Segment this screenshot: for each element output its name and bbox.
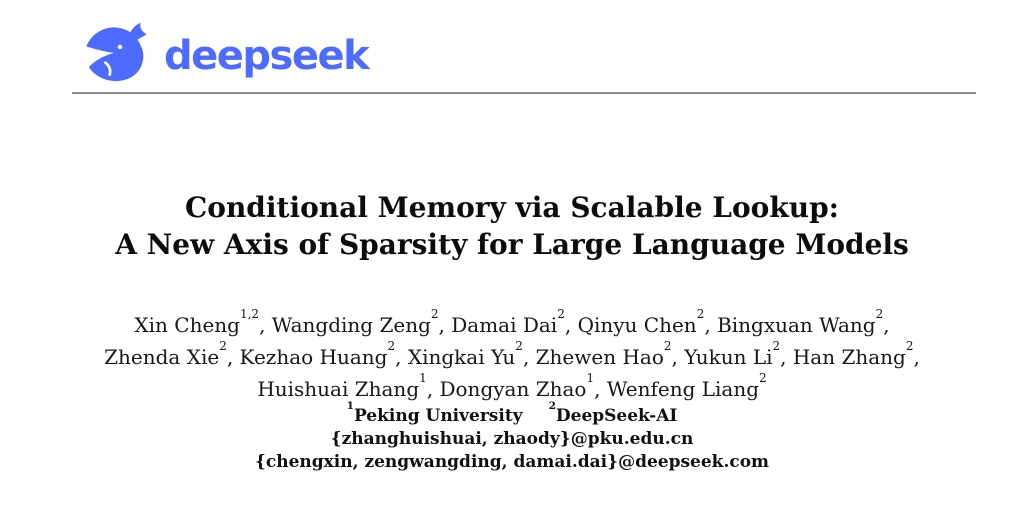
paper-meta — [0, 400, 1024, 474]
deepseek-logo — [80, 22, 368, 84]
deepseek-wordmark: deepseek — [164, 33, 369, 79]
author: Zhenda Xie$^2$ — [104, 338, 227, 369]
author: Wangding Zeng$^2$ — [271, 306, 439, 337]
email-line-deepseek: {chengxin, zengwangding, damai.dai}@deepseek.com — [254, 452, 770, 472]
author-line: Xin Cheng$^{1,2}$, Wangding Zeng$^2$, Damai Dai$^2$, Qinyu Chen$^2$, Bingxuan Wang$^2$, — [134, 306, 890, 337]
author: Kezhao Huang$^2$ — [239, 338, 396, 369]
author: Wenfeng Liang$^2$ — [606, 370, 767, 401]
author-line: Zhenda Xie$^2$, Kezhao Huang$^2$, Xingkai Yu$^2$, Zhewen Hao$^2$, Yukun Li$^2$, Han Zhang$^2$, — [104, 338, 920, 369]
author-line: Huishuai Zhang$^1$, Dongyan Zhao$^1$, Wenfeng Liang$^2$ — [257, 370, 767, 401]
author: Bingxuan Wang$^2$ — [717, 306, 884, 337]
author: Zhewen Hao$^2$ — [535, 338, 672, 369]
author-list — [0, 306, 1024, 405]
author: Huishuai Zhang$^1$ — [257, 370, 427, 401]
author: Dongyan Zhao$^1$ — [439, 370, 595, 401]
author: Xin Cheng$^{1,2}$ — [134, 306, 260, 337]
affiliation-line — [0, 400, 1024, 428]
title-line-2: A New Axis of Sparsity for Large Language Models — [115, 228, 909, 261]
paper-title — [0, 189, 1024, 263]
header-divider — [72, 92, 976, 94]
email-line-pku: {zhanghuishuai, zhaody}@pku.edu.cn — [330, 429, 694, 449]
author: Damai Dai$^2$ — [451, 306, 565, 337]
affiliation: $^2$DeepSeek-AI — [548, 400, 678, 426]
affiliation: $^1$Peking University — [346, 400, 523, 426]
author: Xingkai Yu$^2$ — [407, 338, 523, 369]
author: Yukun Li$^2$ — [684, 338, 781, 369]
author: Qinyu Chen$^2$ — [577, 306, 705, 337]
deepseek-whale-icon — [80, 22, 160, 84]
author: Han Zhang$^2$ — [792, 338, 914, 369]
title-line-1: Conditional Memory via Scalable Lookup: — [184, 191, 840, 224]
